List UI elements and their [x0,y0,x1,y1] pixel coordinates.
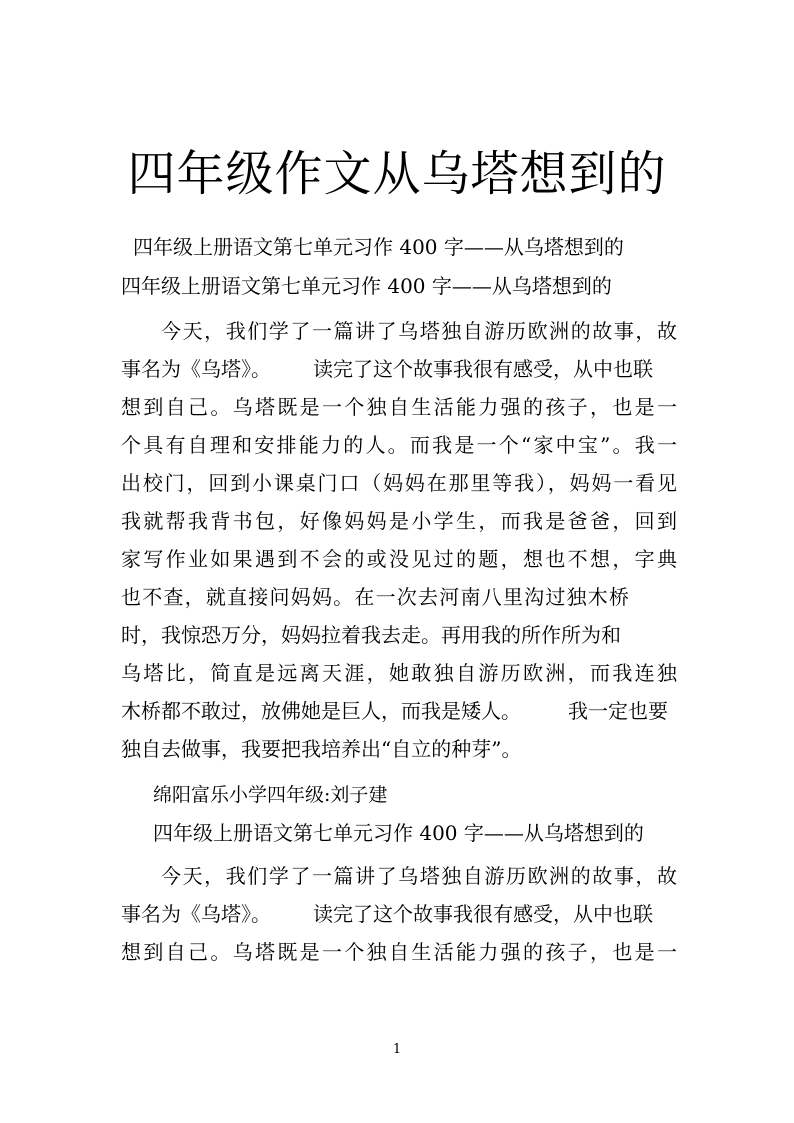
paragraph-line: 独自去做事，我要把我培养出“自立的种芽”。 [121,737,522,761]
article-subtitle: 四年级上册语文第七单元习作 400 字——从乌塔想到的 [133,235,624,259]
author-line: 绵阳富乐小学四年级:刘子建 [153,784,388,806]
paragraph-line: 想到自己。乌塔既是一个独自生活能力强的孩子，也是一 [121,940,677,964]
paragraph-line: 乌塔比，简直是远离天涯，她敢独自游历欧洲，而我连独 [121,661,677,685]
paragraph-line: 今天，我们学了一篇讲了乌塔独自游历欧洲的故事，故 [161,864,677,888]
paragraph-line: 我一定也要 [568,699,668,723]
paragraph-line: 读完了这个故事我很有感受，从中也联 [313,902,653,926]
paragraph-line: 事名为《乌塔》。 [121,357,271,381]
article-subtitle-repeat: 四年级上册语文第七单元习作 400 字——从乌塔想到的 [121,274,612,298]
paragraph-line: 时，我惊恐万分，妈妈拉着我去走。再用我的所作所为和 [121,623,621,647]
paragraph-line: 读完了这个故事我很有感受，从中也联 [313,357,653,381]
article-subtitle-repeat: 四年级上册语文第七单元习作 400 字——从乌塔想到的 [153,821,644,845]
page-number: 1 [392,1042,402,1057]
paragraph-line: 想到自己。乌塔既是一个独自生活能力强的孩子，也是一 [121,395,677,419]
paragraph-line: 个具有自理和安排能力的人。而我是一个“家中宝”。我一 [121,433,677,457]
paragraph-line: 也不查，就直接问妈妈。在一次去河南八里沟过独木桥 [121,585,629,609]
paragraph-line: 今天，我们学了一篇讲了乌塔独自游历欧洲的故事，故 [161,319,677,343]
page-title: 四年级作文从乌塔想到的 [127,146,667,202]
paragraph-line: 我就帮我背书包，好像妈妈是小学生，而我是爸爸，回到 [121,509,677,533]
paragraph-line: 出校门，回到小课桌门口（妈妈在那里等我），妈妈一看见 [121,471,677,495]
paragraph-line: 木桥都不敢过，放佛她是巨人，而我是矮人。 [121,699,521,723]
paragraph-line: 事名为《乌塔》。 [121,902,271,926]
paragraph-line: 家写作业如果遇到不会的或没见过的题，想也不想，字典 [121,547,677,571]
